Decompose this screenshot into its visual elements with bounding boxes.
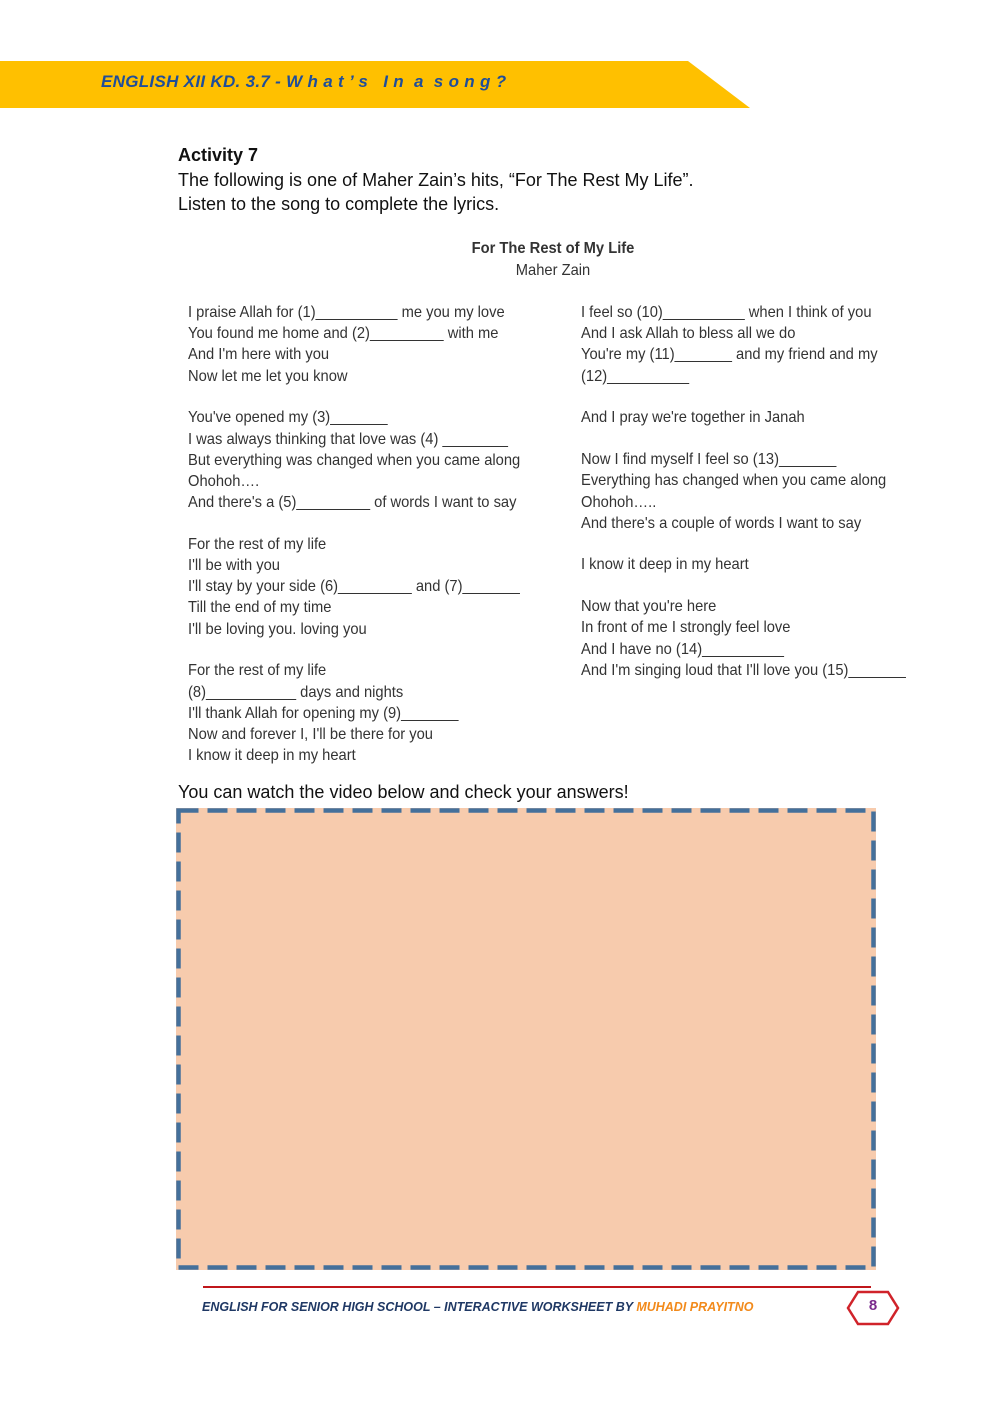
lyric-line: I know it deep in my heart — [188, 747, 356, 765]
lyric-line: I'll be loving you. loving you — [188, 620, 367, 638]
activity-intro — [178, 168, 694, 216]
watch-instruction: You can watch the video below and check your answers! — [178, 782, 629, 802]
lyric-line: I feel so (10)__________ when I think of you — [581, 304, 872, 321]
footer-text — [202, 1300, 753, 1314]
video-dashed-border — [176, 808, 876, 1270]
lyrics-right-column — [581, 302, 934, 681]
stanza-gap — [581, 387, 934, 408]
lyric-line: And I'm here with you — [188, 346, 330, 364]
stanza-gap — [188, 387, 549, 408]
stanza-gap — [188, 513, 549, 534]
lyric-line: I'll thank Allah for opening my (9)_______ — [188, 704, 459, 722]
song-title: For The Rest of My Life — [471, 240, 635, 257]
lyric-line: Now that you're here — [581, 598, 717, 616]
lyric-line: (8)___________ days and nights — [188, 683, 404, 701]
footer-author: MUHADI PRAYITNO — [636, 1300, 754, 1314]
lyric-line: (12)__________ — [581, 367, 690, 385]
lyric-line: You're my (11)_______ and my friend and my — [581, 346, 878, 364]
lyric-line: For the rest of my life — [188, 535, 327, 553]
lyrics-left-column — [188, 302, 549, 766]
stanza-gap — [188, 640, 549, 661]
lyric-line: And I pray we're together in Janah — [581, 409, 805, 427]
intro-line: Listen to the song to complete the lyrics. — [178, 194, 500, 214]
stanza-gap — [581, 576, 934, 597]
lyric-line: In front of me I strongly feel love — [581, 619, 791, 637]
lyric-line: You found me home and (2)_________ with me — [188, 325, 499, 343]
lyric-line: I'll stay by your side (6)_________ and (7)_______ — [188, 578, 520, 596]
footer-label: ENGLISH FOR SENIOR HIGH SCHOOL – INTERACTIVE WORKSHEET BY — [202, 1300, 637, 1314]
lyric-line: Now and forever I, I'll be there for you — [188, 725, 433, 743]
lyric-line: For the rest of my life — [188, 662, 327, 680]
header-title: ENGLISH XII KD. 3.7 - W h a t ’ s I n a s o n g ? — [101, 72, 507, 91]
lyric-line: And I have no (14)__________ — [581, 640, 784, 658]
lyric-line: And I'm singing loud that I'll love you (15)_______ — [581, 661, 906, 679]
footer-rule — [203, 1286, 871, 1288]
lyric-line: Till the end of my time — [188, 599, 332, 617]
song-artist: Maher Zain — [515, 262, 591, 279]
lyric-line: I'll be with you — [188, 557, 280, 575]
lyric-line: You've opened my (3)_______ — [188, 409, 388, 427]
lyric-line: Ohohoh…. — [188, 472, 260, 490]
activity-title: Activity 7 — [178, 145, 259, 165]
page-number: 8 — [868, 1297, 878, 1314]
lyric-line: And I ask Allah to bless all we do — [581, 325, 796, 343]
lyric-line: Everything has changed when you came along — [581, 472, 887, 490]
lyric-line: And there's a (5)_________ of words I want to say — [188, 494, 517, 512]
lyric-line: I praise Allah for (1)__________ me you my love — [188, 304, 505, 321]
lyric-line: Ohohoh….. — [581, 493, 657, 511]
lyric-line: Now let me let you know — [188, 367, 348, 385]
lyric-line: Now I find myself I feel so (13)_______ — [581, 451, 837, 469]
lyric-line: But everything was changed when you came along — [188, 451, 521, 469]
stanza-gap — [581, 429, 934, 450]
lyric-line: I was always thinking that love was (4) ________ — [188, 430, 508, 448]
video-placeholder[interactable] — [176, 808, 876, 1270]
stanza-gap — [581, 534, 934, 555]
intro-line: The following is one of Maher Zain’s hits, “For The Rest My Life”. — [178, 170, 694, 190]
lyric-line: I know it deep in my heart — [581, 556, 749, 574]
lyric-line: And there's a couple of words I want to say — [581, 514, 862, 532]
